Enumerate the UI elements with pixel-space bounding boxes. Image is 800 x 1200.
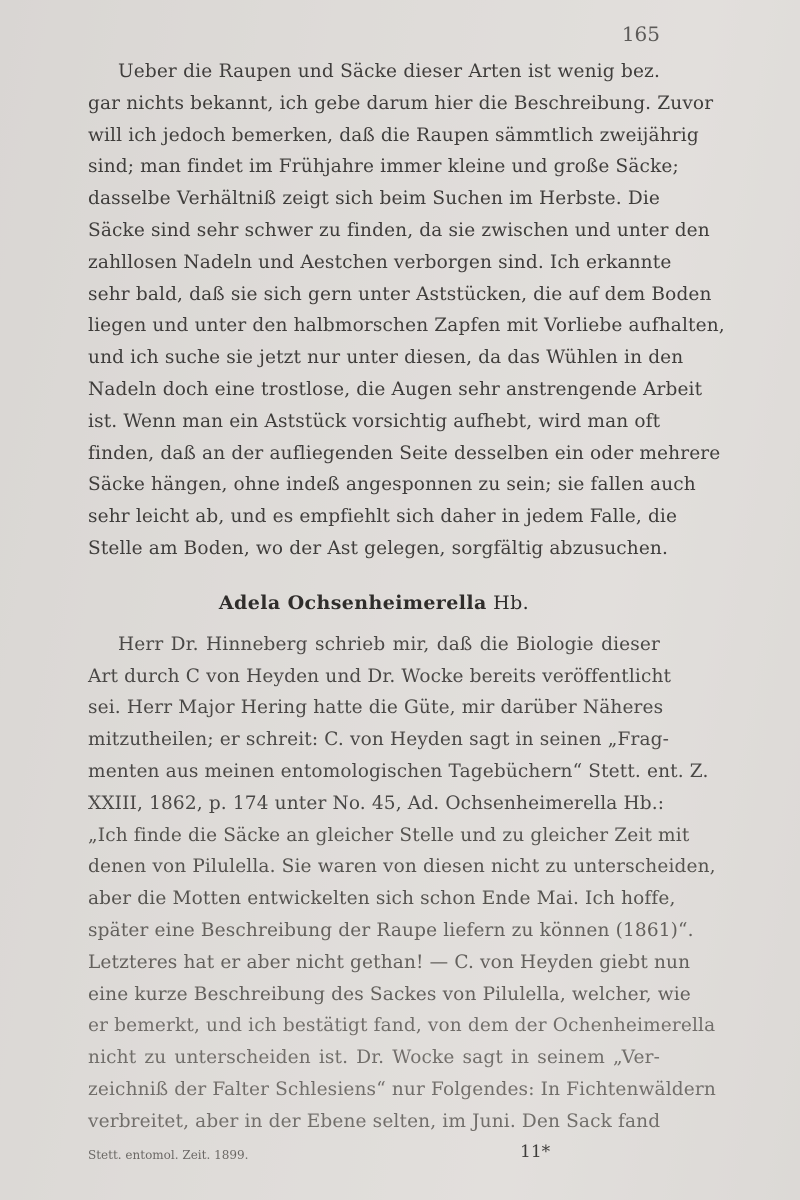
text-line: aber die Motten entwickelten sich schon Ende Mai. Ich hoffe, <box>88 888 676 910</box>
section-heading <box>88 587 660 619</box>
text-line: denen von Pilulella. Sie waren von diesen nicht zu unterscheiden, <box>88 856 716 878</box>
text-line: Säcke sind sehr schwer zu finden, da sie zwischen und unter den <box>88 219 710 241</box>
body-text <box>88 56 725 1138</box>
species-name: Adela Ochsenheimerella <box>218 591 487 614</box>
text-line: sehr leicht ab, und es empfiehlt sich daher in jedem Falle, die <box>88 506 678 528</box>
text-line: Art durch C von Heyden und Dr. Wocke bereits veröffentlicht <box>88 665 672 687</box>
text-line: Nadeln doch eine trostlose, die Augen sehr anstrengende Arbeit <box>88 378 703 400</box>
text-line: will ich jedoch bemerken, daß die Raupen sämmtlich zweijährig <box>88 124 699 146</box>
page-number: 165 <box>621 22 660 46</box>
text-line: später eine Beschreibung der Raupe liefern zu können (1861)“. <box>88 919 694 941</box>
journal-reference: Stett. entomol. Zeit. 1899. <box>88 1148 249 1162</box>
text-line: dasselbe Verhältniß zeigt sich beim Suchen im Herbste. Die <box>88 188 660 210</box>
text-line: sind; man findet im Frühjahre immer kleine und große Säcke; <box>88 156 679 178</box>
species-author: Hb. <box>493 591 530 614</box>
text-line: er bemerkt, und ich bestätigt fand, von dem der Ochenheimerella <box>88 1015 716 1037</box>
text-line: „Ich finde die Säcke an gleicher Stelle und zu gleicher Zeit mit <box>88 824 690 846</box>
text-line: und ich suche sie jetzt nur unter diesen, da das Wühlen in den <box>88 347 684 369</box>
text-line: menten aus meinen entomologischen Tagebüchern“ Stett. ent. Z. <box>88 760 709 782</box>
text-line: eine kurze Beschreibung des Sackes von Pilulella, welcher, wie <box>88 983 691 1005</box>
text-line: sehr bald, daß sie sich gern unter Aststücken, die auf dem Boden <box>88 283 712 305</box>
text-line: liegen und unter den halbmorschen Zapfen mit Vorliebe aufhalten, <box>88 315 725 337</box>
signature-mark: 11* <box>520 1142 551 1162</box>
paragraph-2 <box>88 629 716 1138</box>
text-line: finden, daß an der aufliegenden Seite desselben ein oder mehrere <box>88 442 721 464</box>
text-line: Säcke hängen, ohne indeß angesponnen zu sein; sie fallen auch <box>88 474 696 496</box>
text-line: sei. Herr Major Hering hatte die Güte, mir darüber Näheres <box>88 697 664 719</box>
text-line: Letzteres hat er aber nicht gethan! — C. von Heyden giebt nun <box>88 951 691 973</box>
paragraph-1 <box>88 56 725 565</box>
text-line: ist. Wenn man ein Aststück vorsichtig aufhebt, wird man oft <box>88 410 661 432</box>
text-line: Herr Dr. Hinneberg schrieb mir, daß die Biologie dieser <box>118 633 660 655</box>
text-line: zeichniß der Falter Schlesiens“ nur Folgendes: In Fichtenwäldern <box>88 1078 716 1100</box>
text-line: nicht zu unterscheiden ist. Dr. Wocke sagt in seinem „Ver- <box>88 1047 660 1069</box>
text-line: gar nichts bekannt, ich gebe darum hier die Beschreibung. Zuvor <box>88 92 714 114</box>
text-line: Stelle am Boden, wo der Ast gelegen, sorgfältig abzusuchen. <box>88 537 669 559</box>
text-line: Ueber die Raupen und Säcke dieser Arten ist wenig bez. <box>118 61 660 82</box>
text-line: zahllosen Nadeln und Aestchen verborgen sind. Ich erkannte <box>88 251 672 273</box>
text-line: XXIII, 1862, p. 174 unter No. 45, Ad. Ochsenheimerella Hb.: <box>88 792 665 814</box>
text-line: mitzutheilen; er schreit: C. von Heyden sagt in seinen „Frag- <box>88 729 670 751</box>
text-line: verbreitet, aber in der Ebene selten, im Juni. Den Sack fand <box>88 1110 661 1132</box>
